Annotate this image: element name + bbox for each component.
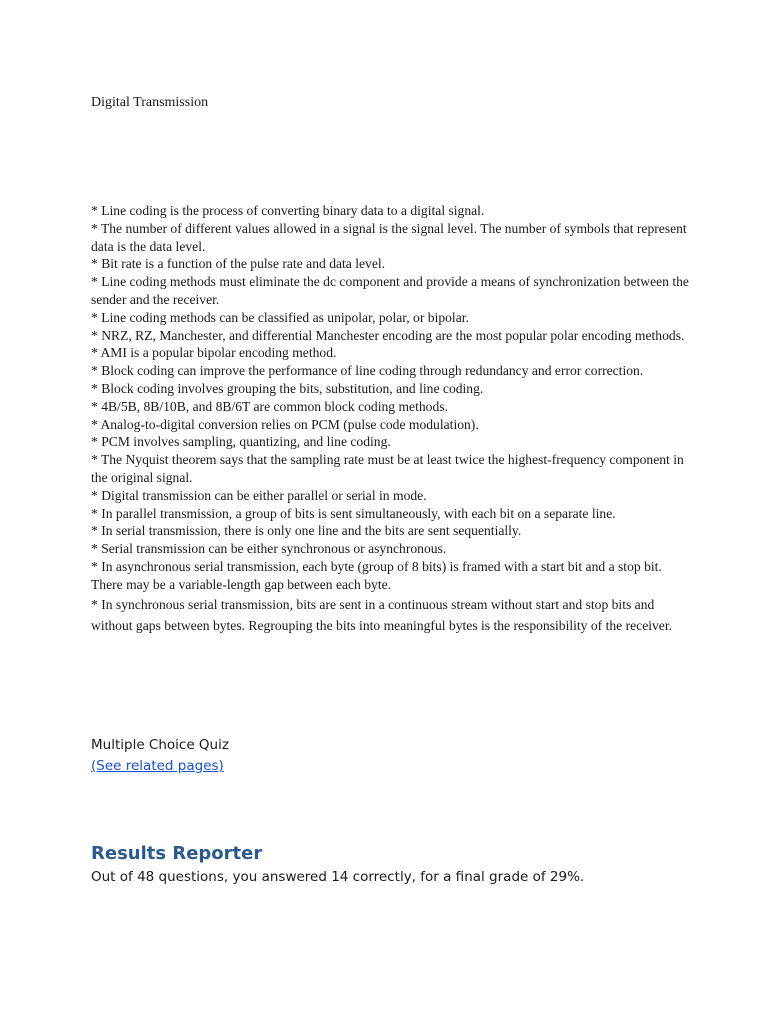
list-item: * NRZ, RZ, Manchester, and differential Manchester encoding are the most popular polar encoding methods. <box>91 327 685 343</box>
list-item: * The number of different values allowed in a signal is the signal level. The number of symbols that represent data is the data level. <box>91 220 687 254</box>
list-item: * Line coding methods can be classified as unipolar, polar, or bipolar. <box>91 309 469 325</box>
list-item: * The Nyquist theorem says that the sampling rate must be at least twice the highest-frequency component in the original signal. <box>91 452 684 485</box>
list-item: * Block coding involves grouping the bits, substitution, and line coding. <box>91 380 484 396</box>
list-item: * Serial transmission can be either synchronous or asynchronous. <box>91 541 447 557</box>
results-heading: Results Reporter <box>91 843 263 864</box>
list-item: * Bit rate is a function of the pulse rate and data level. <box>91 256 386 272</box>
list-item: * Digital transmission can be either parallel or serial in mode. <box>91 487 427 503</box>
related-pages-link[interactable]: (See related pages) <box>91 758 224 774</box>
list-item: * Line coding methods must eliminate the dc component and provide a means of synchronization between the sender and the receiver. <box>91 274 689 307</box>
list-item: * Analog-to-digital conversion relies on PCM (pulse code modulation). <box>91 416 479 432</box>
list-item: * 4B/5B, 8B/10B, and 8B/6T are common block coding methods. <box>91 398 448 414</box>
page-title: Digital Transmission <box>91 95 209 110</box>
list-item: * Line coding is the process of converting binary data to a digital signal. <box>91 203 485 218</box>
summary-list <box>91 202 691 636</box>
list-item: * Block coding can improve the performance of line coding through redundancy and error correction. <box>91 363 644 379</box>
list-item: * PCM involves sampling, quantizing, and line coding. <box>91 434 391 450</box>
results-summary: Out of 48 questions, you answered 14 correctly, for a final grade of 29%. <box>91 869 585 885</box>
list-item: * In parallel transmission, a group of bits is sent simultaneously, with each bit on a separate line. <box>91 505 616 521</box>
quiz-label: Multiple Choice Quiz <box>91 737 229 753</box>
list-item: * In asynchronous serial transmission, each byte (group of 8 bits) is framed with a start bit and a stop bit. There may be a variable-length gap between each byte. <box>91 558 662 592</box>
list-item: * In serial transmission, there is only one line and the bits are sent sequentially. <box>91 523 522 539</box>
list-item: * In synchronous serial transmission, bits are sent in a continuous stream without start and stop bits and without gaps between bytes. Regrouping the bits into meaningful bytes is the responsibility of the receiver. <box>91 596 673 633</box>
list-item: * AMI is a popular bipolar encoding method. <box>91 345 337 361</box>
